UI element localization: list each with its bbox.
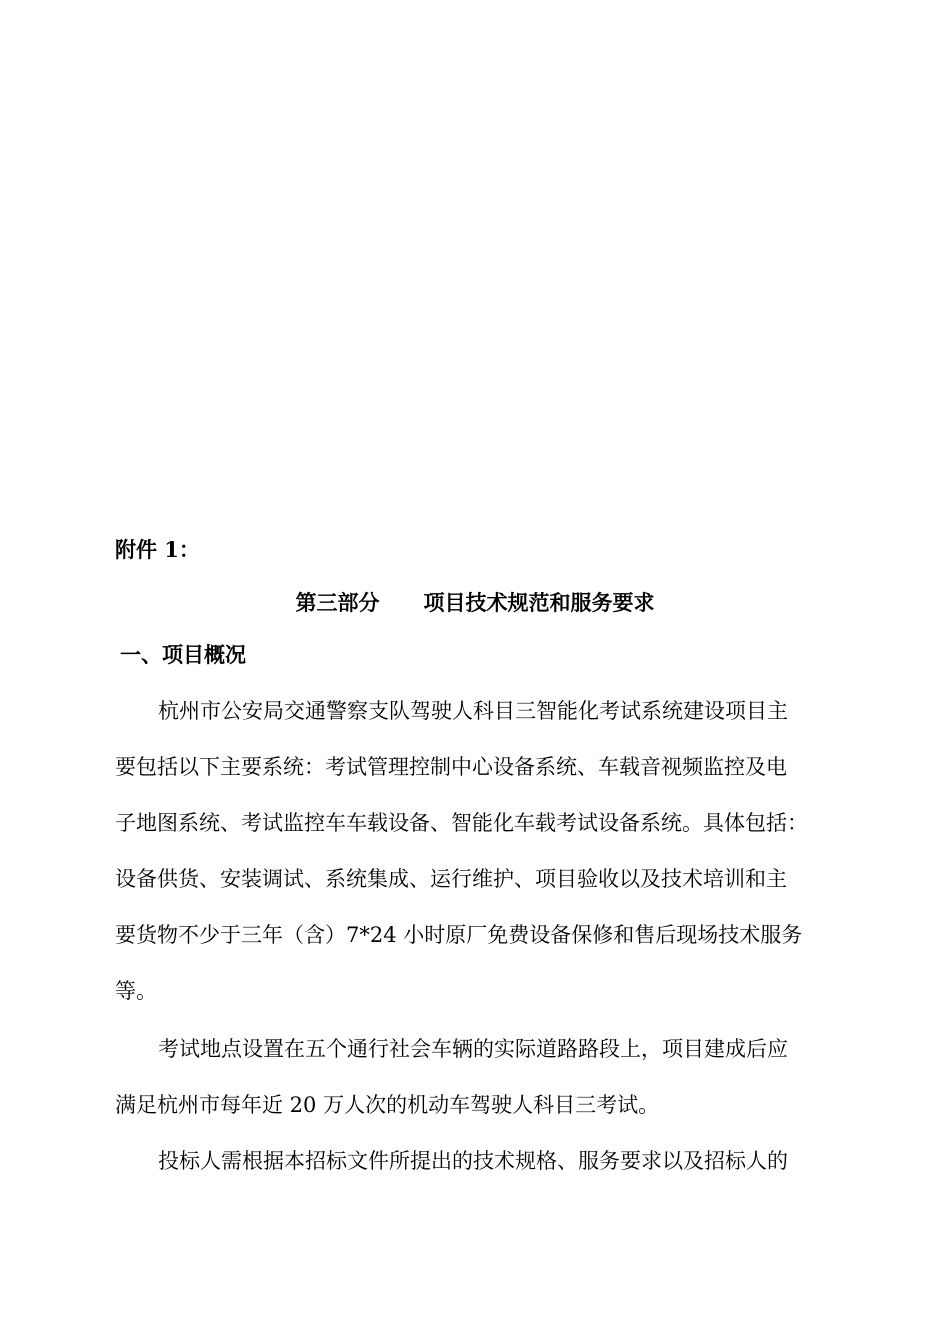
paragraph-1-line-4: 设备供货、安装调试、系统集成、运行维护、项目验收以及技术培训和主 — [115, 867, 787, 891]
paragraph-1-line-6: 等。 — [115, 979, 157, 1003]
paragraph-1-line-1: 杭州市公安局交通警察支队驾驶人科目三智能化考试系统建设项目主 — [158, 699, 788, 723]
paragraph-1-line-2: 要包括以下主要系统：考试管理控制中心设备系统、车载音视频监控及电 — [115, 755, 787, 779]
paragraph-2-line-2: 满足杭州市每年近 20 万人次的机动车驾驶人科目三考试。 — [115, 1093, 660, 1117]
section-heading: 一、项目概况 — [120, 642, 246, 667]
paragraph-1-line-3: 子地图系统、考试监控车车载设备、智能化车载考试设备系统。具体包括： — [115, 811, 808, 835]
part-title — [0, 588, 950, 618]
paragraph-3-line-1: 投标人需根据本招标文件所提出的技术规格、服务要求以及招标人的 — [158, 1149, 788, 1173]
part-label: 第三部分 — [295, 590, 380, 615]
attachment-label: 附件 1： — [115, 537, 200, 562]
part-title-text: 项目技术规范和服务要求 — [423, 590, 655, 615]
paragraph-2-line-1: 考试地点设置在五个通行社会车辆的实际道路路段上，项目建成后应 — [158, 1037, 788, 1061]
paragraph-1-line-5: 要货物不少于三年（含）7*24 小时原厂免费设备保修和售后现场技术服务 — [115, 923, 803, 947]
